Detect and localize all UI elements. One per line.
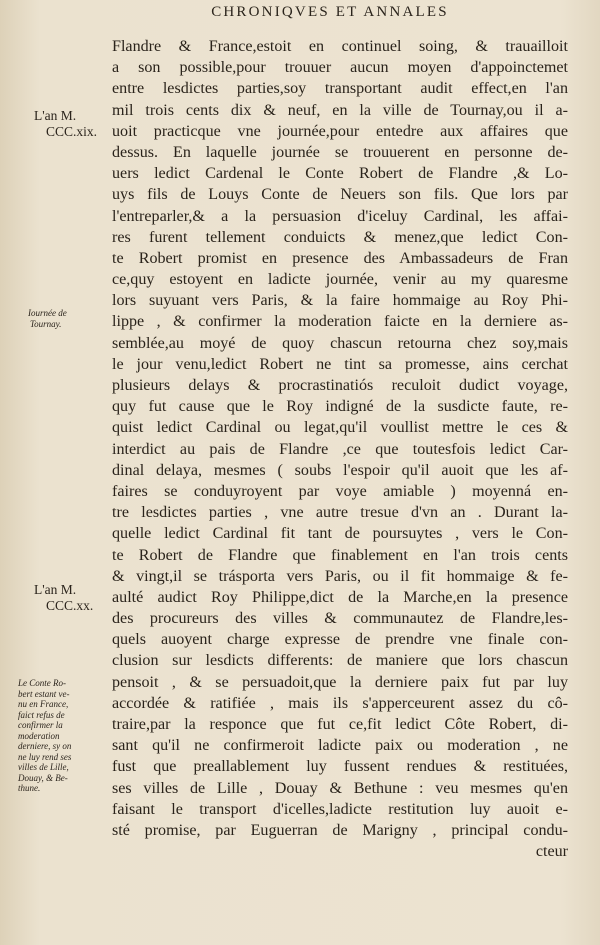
- text-line: pensoit , & se persuadoit,que la derniere paix fut par luy: [112, 673, 568, 691]
- text-line: des procureurs des villes & communautez de Flandre,les-: [112, 610, 568, 628]
- margin-note-line: CCC.xix.: [46, 124, 98, 139]
- running-header: CHRONIQVES ET ANNALES: [211, 4, 449, 20]
- margin-note-line: Douay, & Be-: [18, 772, 68, 783]
- margin-note-line: ne luy rend ses: [18, 751, 72, 762]
- margin-note-year-1319: [34, 108, 97, 140]
- text-line: le jour venu,ledict Robert ne tint sa promesse, ains cerchat: [112, 355, 568, 373]
- margin-note-line: confirmer la: [18, 720, 63, 730]
- text-line: & vingt,il se trásporta vers Paris, ou il fit hommaige & fe-: [112, 567, 568, 585]
- text-line: faisant le transport d'icelles,ladicte restitution luy auoit e-: [112, 800, 568, 818]
- text-line: cteur: [535, 843, 568, 861]
- text-line: ce,quy estoyent en ladicte journée, venir au my quaresme: [112, 271, 568, 289]
- margin-note-line: villes de Lille,: [18, 762, 69, 772]
- text-line: Flandre & France,estoit en continuel soing, & trauailloit: [112, 38, 568, 55]
- margin-note-line: thune.: [18, 783, 41, 793]
- margin-note-journee: [28, 308, 67, 329]
- margin-note-line: L'an M.: [34, 582, 77, 597]
- text-line: quy fut cause que le Roy indigné de la susdicte faute, re-: [112, 398, 568, 416]
- text-line: tre lesdictes parties , vne autre tresue d'vn an . Durant la-: [112, 504, 568, 522]
- text-line: fust que preallablement luy fussent rendues & restituées,: [112, 758, 568, 776]
- text-line: lors suyuant vers Paris, & la faire hommaige au Roy Phi-: [112, 292, 568, 310]
- margin-note-line: nu en France,: [18, 699, 69, 709]
- margin-note-line: derniere, sy on: [18, 741, 72, 751]
- margin-note-line: Le Conte Ro-: [18, 678, 66, 688]
- margin-note-line: moderation: [18, 730, 60, 741]
- margin-note-line: faict refus de: [18, 709, 65, 720]
- text-line: clusion sur lesdicts differents: de maniere que lors chascun: [112, 652, 568, 670]
- text-line: traire,par la responce que fut ce,fit ledict Côte Robert, di-: [112, 716, 568, 733]
- text-line: quist ledict Cardinal ou legat,qu'il voullist mettre le ces &: [112, 419, 568, 437]
- margin-note-line: L'an M.: [34, 108, 77, 123]
- margin-note-line: Iournée de: [28, 308, 67, 318]
- text-line: quels auoyent charge expresse de prendre vne finale con-: [112, 631, 568, 649]
- text-line: uers ledict Cardenal le Conte Robert de Flandre ,& Lo-: [112, 165, 568, 183]
- text-line: l'entreparler,& a la persuasion d'iceluy Cardinal, les affai-: [112, 207, 568, 225]
- text-line: sant qu'il ne confirmeroit ladicte paix ou moderation , ne: [112, 737, 568, 755]
- text-line: entre lesdictes parties,soy transportant audit effect,en l'an: [112, 80, 568, 98]
- margin-note-line: bert estant ve-: [18, 688, 70, 699]
- text-line: dinal delaya, mesmes ( soubs l'espoir qu'il auoit que les af-: [112, 461, 568, 479]
- text-line: accordée & ratifiée , mais ils s'apperceurent assez du cô-: [112, 694, 568, 712]
- margin-note-year-1320: [34, 582, 93, 614]
- text-line: te Robert de Flandre que finablement en l'an trois cents: [112, 546, 568, 564]
- text-line: semblée,au moyé de quoy chascun retourna chez soy,mais: [112, 334, 568, 352]
- text-line: ses villes de Lille , Douay & Bethune : veu mesmes qu'en: [112, 779, 568, 797]
- text-line: sté promise, par Euguerran de Marigny , principal condu-: [112, 821, 568, 839]
- text-line: plusieurs delays & procrastinatiós reculoit dudict voyage,: [112, 377, 568, 394]
- text-line: te Robert promist en presence des Ambassadeurs de Fran: [112, 249, 568, 267]
- main-text-block: [112, 36, 568, 862]
- text-line: dessus. En laquelle journée se trouuerent en personne de-: [112, 143, 568, 161]
- text-line: mil trois cents dix & neuf, en la ville de Tournay,ou il a-: [112, 101, 568, 119]
- text-line: lippe , & confirmer la moderation faicte en la derniere as-: [112, 313, 568, 331]
- text-line: uoit practicque vne journée,pour entedre aux affaires que: [112, 122, 568, 140]
- text-line: res furent tellement conduicts & menez,que ledict Con-: [112, 228, 568, 246]
- text-line: faires se conduyroyent par voye amiable ) moyenná en-: [112, 482, 568, 500]
- text-line: quelle ledict Cardinal fit tant de poursuytes , vers le Con-: [112, 525, 568, 543]
- margin-note-line: Tournay.: [30, 318, 62, 329]
- text-line: aulté audict Roy Philippe,dict de la Marche,en la presence: [112, 588, 568, 606]
- text-line: uys fils de Louys Conte de Neuers son fils. Que lors par: [112, 186, 568, 204]
- margin-note-line: CCC.xx.: [46, 598, 94, 613]
- margin-note-conte-robert: [18, 678, 71, 794]
- text-line: interdict au pais de Flandre ,ce que toutesfois ledict Car-: [112, 440, 568, 458]
- text-line: a son possible,pour trouuer aucun moyen d'appoinctemet: [112, 59, 568, 77]
